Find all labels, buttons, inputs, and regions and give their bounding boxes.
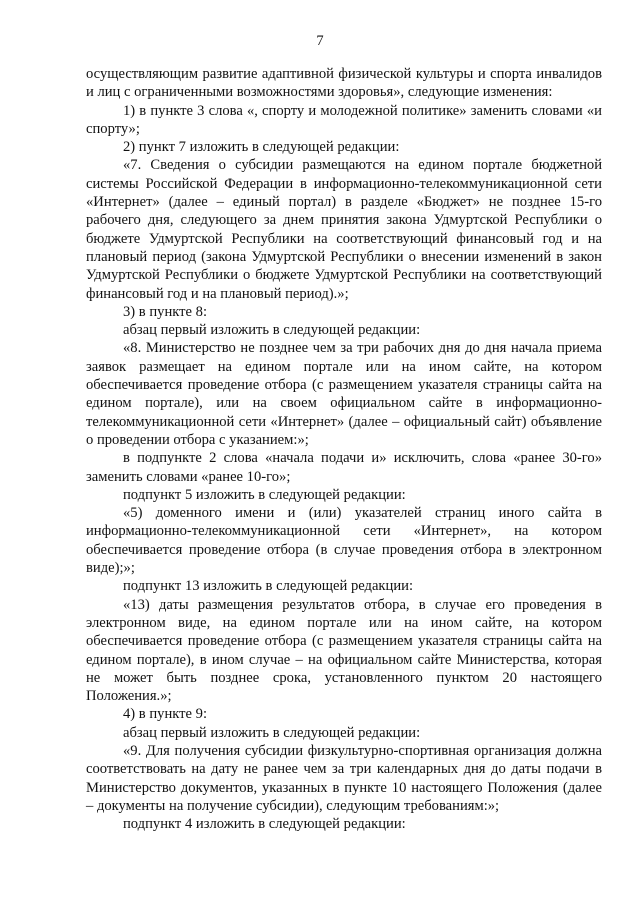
paragraph-item-3: 3) в пункте 8: — [123, 303, 208, 320]
paragraph-point-9-text: «9. Для получения субсидии физкультурно-спортивная организация должна соответствовать на дату не ранее чем за три календарных дня до даты подачи в Министерство документов, указанных в пункте 10 настоящего Положения (далее – документы на получение субсидии), следующим требованиям:»; — [86, 742, 602, 814]
paragraph-instruction: подпункт 5 изложить в следующей редакции: — [123, 486, 406, 503]
page-number: 7 — [316, 33, 324, 49]
paragraph-instruction: абзац первый изложить в следующей редакции: — [123, 724, 421, 741]
paragraph-item-1: 1) в пункте 3 слова «, спорту и молодежной политике» заменить словами «и спорту»; — [86, 102, 602, 137]
paragraph-point-7-text: «7. Сведения о субсидии размещаются на едином портале бюджетной системы Российской Федерации в информационно-телекоммуникационной сети «Интернет» (далее – единый портал) в разделе «Бюджет» не позднее 15-го рабочего дня, следующего за днем принятия закона Удмуртской Республики о бюджете Удмуртской Республики на соответствующий финансовый год и на плановый период (закона Удмуртской Республики о внесении изменений в закон Удмуртской Республики о бюджете Удмуртской Республики на соответствующий финансовый год и на плановый период).»; — [86, 157, 602, 302]
paragraph-subpoint-13-text: «13) даты размещения результатов отбора, в случае его проведения в электронном виде, на едином портале или на ином сайте, на котором обеспечивается проведение отбора (с размещением указателя страницы сайта на едином портале), в ином случае – на официальном сайте Министерства, которая не может быть позднее срока, установленного пунктом 20 настоящего Положения.»; — [86, 596, 602, 705]
paragraph-item-4: 4) в пункте 9: — [123, 706, 208, 723]
paragraph-instruction: подпункт 4 изложить в следующей редакции: — [123, 816, 406, 833]
paragraph-subpoint-5-text: «5) доменного имени и (или) указателей страниц иного сайта в информационно-телекоммуникационной сети «Интернет», на котором обеспечивается проведение отбора (в случае проведения отбора в электронном виде);»; — [86, 505, 602, 577]
document-body — [86, 65, 602, 833]
paragraph-instruction: абзац первый изложить в следующей редакции: — [123, 322, 421, 339]
paragraph-instruction: подпункт 13 изложить в следующей редакции: — [123, 578, 414, 595]
paragraph-subpoint-2-change: в подпункте 2 слова «начала подачи и» исключить, слова «ранее 30-го» заменить словами «ранее 10-го»; — [86, 450, 602, 485]
paragraph-item-2: 2) пункт 7 изложить в следующей редакции: — [123, 139, 400, 156]
paragraph-point-8-text: «8. Министерство не позднее чем за три рабочих дня до дня начала приема заявок размещает на едином портале или на ином сайте, на котором обеспечивается проведение отбора (с размещением указателя страницы сайта на едином портале), или на своем официальном сайте в информационно-телекоммуникационной сети «Интернет» (далее – официальный сайт) объявление о проведении отбора с указанием:»; — [86, 340, 602, 448]
paragraph-continuation: осуществляющим развитие адаптивной физической культуры и спорта инвалидов и лиц с ограниченными возможностями здоровья», следующие изменения: — [86, 66, 602, 101]
